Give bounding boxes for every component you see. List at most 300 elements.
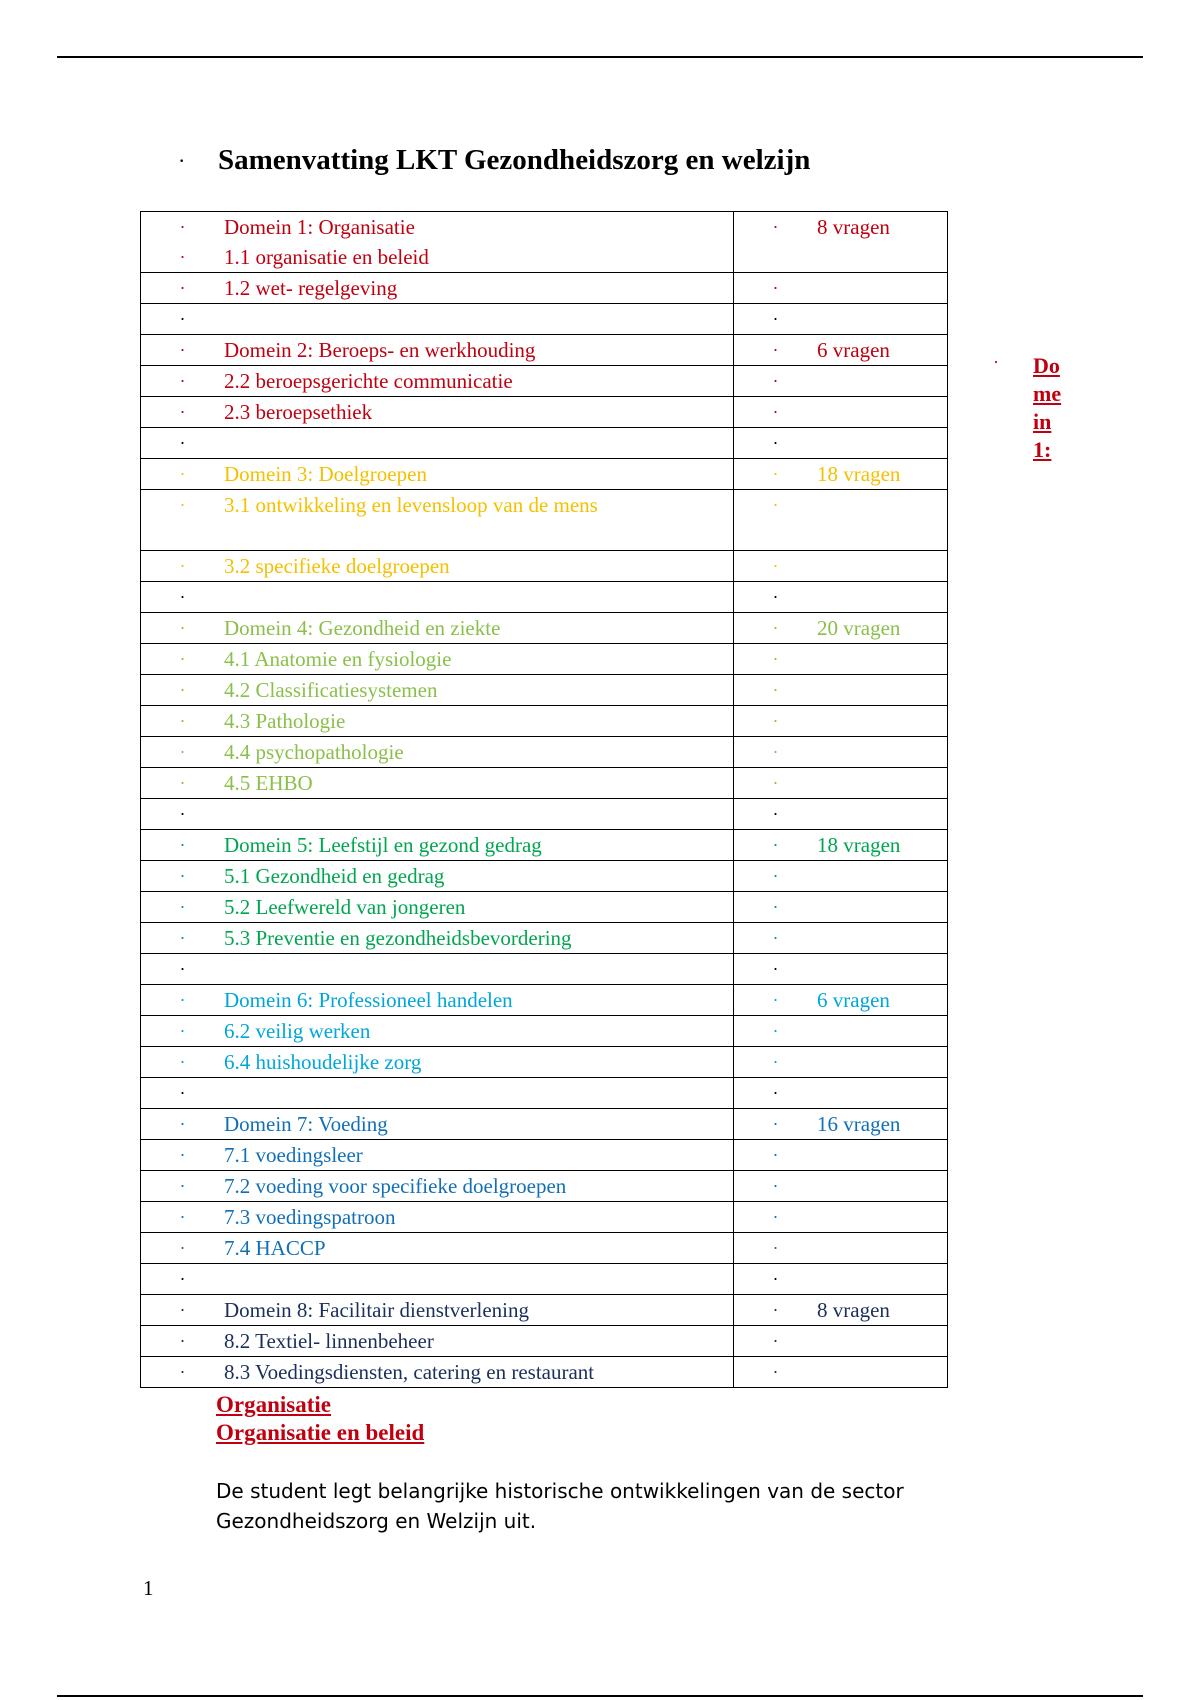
list-item <box>141 551 733 581</box>
list-item <box>734 1016 947 1046</box>
question-count: 8 vragen <box>817 214 890 239</box>
list-item <box>141 1171 733 1201</box>
side-heading <box>993 352 1063 464</box>
list-item <box>734 1047 947 1077</box>
topic-cell <box>141 1233 734 1264</box>
bullet-icon: · <box>772 216 779 237</box>
table-row <box>141 1326 948 1357</box>
page-number: 1 <box>143 1576 154 1600</box>
list-item <box>141 799 733 829</box>
table-row <box>141 1016 948 1047</box>
topic-text: Domein 6: Professioneel handelen <box>224 987 513 1012</box>
question-count-cell <box>734 799 948 830</box>
list-item <box>734 273 947 303</box>
list-item <box>734 1295 947 1325</box>
topic-text: Domein 1: Organisatie <box>224 214 415 239</box>
side-heading-text: Domein 1: <box>1033 353 1062 462</box>
bullet-icon: · <box>179 617 186 638</box>
bullet-icon: · <box>179 246 186 267</box>
table-row <box>141 737 948 768</box>
list-item <box>734 954 947 984</box>
bullet-icon: · <box>179 216 186 237</box>
list-item <box>141 459 733 489</box>
title-row <box>178 144 810 177</box>
table-row <box>141 861 948 892</box>
list-item <box>734 1233 947 1263</box>
topic-cell <box>141 1202 734 1233</box>
list-item <box>141 582 733 612</box>
list-item <box>141 706 733 736</box>
topic-cell <box>141 1264 734 1295</box>
table-row <box>141 335 948 366</box>
bullet-icon: · <box>772 1299 779 1320</box>
list-item <box>141 830 733 860</box>
question-count: 20 vragen <box>817 615 901 640</box>
list-item <box>734 861 947 891</box>
table-row <box>141 1140 948 1171</box>
bullet-icon: · <box>179 1299 186 1320</box>
bullet-icon: · <box>179 1330 186 1351</box>
topic-cell <box>141 428 734 459</box>
table-row <box>141 1295 948 1326</box>
bullet-icon: · <box>179 1268 186 1289</box>
question-count-cell <box>734 985 948 1016</box>
topic-cell <box>141 706 734 737</box>
bullet-icon: · <box>179 555 186 576</box>
bullet-icon: · <box>179 896 186 917</box>
table-row <box>141 304 948 335</box>
bullet-icon: · <box>772 277 779 298</box>
topic-text: 3.2 specifieke doelgroepen <box>224 553 450 578</box>
bullet-icon: · <box>179 1082 186 1103</box>
bullet-icon: · <box>772 1361 779 1382</box>
list-item <box>734 1264 947 1294</box>
list-item <box>141 954 733 984</box>
list-item <box>734 706 947 736</box>
list-item <box>141 861 733 891</box>
bullet-icon: · <box>179 648 186 669</box>
question-count-cell <box>734 1171 948 1202</box>
question-count-cell <box>734 551 948 582</box>
question-count-cell <box>734 1140 948 1171</box>
section-heading: Organisatie <box>216 1392 331 1417</box>
list-item <box>734 582 947 612</box>
question-count-cell <box>734 1109 948 1140</box>
list-item <box>141 923 733 953</box>
topic-cell <box>141 1326 734 1357</box>
question-count: 16 vragen <box>817 1111 901 1136</box>
topic-cell <box>141 675 734 706</box>
domain-overview-table <box>140 211 948 1388</box>
list-item <box>141 273 733 303</box>
bullet-icon: · <box>772 432 779 453</box>
list-item <box>734 1357 947 1387</box>
table-row <box>141 428 948 459</box>
topic-text: Domein 7: Voeding <box>224 1111 388 1136</box>
table-row <box>141 1357 948 1388</box>
list-item <box>141 242 733 272</box>
list-item <box>734 675 947 705</box>
topic-text: Domein 2: Beroeps- en werkhouding <box>224 337 536 362</box>
topic-text: 2.2 beroepsgerichte communicatie <box>224 368 513 393</box>
bullet-icon: · <box>772 865 779 886</box>
topic-cell <box>141 459 734 490</box>
body-paragraph: De student legt belangrijke historische ontwikkelingen van de sector Gezondheidszorg en Welzijn uit. <box>216 1479 904 1533</box>
question-count-cell <box>734 366 948 397</box>
bullet-icon: · <box>179 679 186 700</box>
list-item <box>734 892 947 922</box>
question-count: 6 vragen <box>817 987 890 1012</box>
table-row <box>141 675 948 706</box>
table-row <box>141 273 948 304</box>
bullet-icon: · <box>179 1144 186 1165</box>
question-count-cell <box>734 768 948 799</box>
topic-cell <box>141 1016 734 1047</box>
list-item <box>734 335 947 365</box>
list-item <box>734 1171 947 1201</box>
bullet-icon: · <box>772 1206 779 1227</box>
topic-cell <box>141 892 734 923</box>
topic-cell <box>141 830 734 861</box>
topic-text: 4.2 Classificatiesystemen <box>224 677 438 702</box>
topic-cell <box>141 737 734 768</box>
question-count-cell <box>734 923 948 954</box>
question-count-cell <box>734 706 948 737</box>
topic-text: 4.3 Pathologie <box>224 708 346 733</box>
list-item <box>734 644 947 674</box>
list-item <box>141 1202 733 1232</box>
bullet-icon: · <box>179 803 186 824</box>
list-item <box>141 985 733 1015</box>
topic-text: 8.2 Textiel- linnenbeheer <box>224 1328 434 1353</box>
topic-text: Domein 8: Facilitair dienstverlening <box>224 1297 530 1322</box>
list-item <box>734 1078 947 1108</box>
list-item <box>141 1140 733 1170</box>
topic-text: 8.3 Voedingsdiensten, catering en restaurant <box>224 1359 595 1384</box>
list-item <box>141 1047 733 1077</box>
list-item <box>141 335 733 365</box>
topic-text: 2.3 beroepsethiek <box>224 399 373 424</box>
bullet-icon: · <box>772 741 779 762</box>
question-count-cell <box>734 737 948 768</box>
table-row <box>141 582 948 613</box>
list-item <box>734 799 947 829</box>
question-count-cell <box>734 1078 948 1109</box>
bullet-icon: · <box>772 1175 779 1196</box>
bullet-icon: · <box>772 555 779 576</box>
question-count-cell <box>734 1326 948 1357</box>
bullet-icon: · <box>179 1175 186 1196</box>
bullet-icon: · <box>772 1020 779 1041</box>
table-row <box>141 954 948 985</box>
question-count: 18 vragen <box>817 461 901 486</box>
topic-text: 4.1 Anatomie en fysiologie <box>224 646 452 671</box>
topic-text: 7.2 voeding voor specifieke doelgroepen <box>224 1173 567 1198</box>
topic-cell <box>141 397 734 428</box>
topic-cell <box>141 644 734 675</box>
bullet-icon: · <box>772 586 779 607</box>
table-row <box>141 1078 948 1109</box>
bullet-icon: · <box>179 989 186 1010</box>
list-item <box>141 644 733 674</box>
question-count-cell <box>734 1357 948 1388</box>
topic-text: 6.2 veilig werken <box>224 1018 371 1043</box>
bullet-icon: · <box>179 432 186 453</box>
bullet-icon: · <box>772 463 779 484</box>
table-row <box>141 366 948 397</box>
subsection-heading: Organisatie en beleid <box>216 1420 425 1445</box>
table-row <box>141 212 948 273</box>
topic-cell <box>141 1357 734 1388</box>
list-item <box>141 768 733 798</box>
question-count-cell <box>734 644 948 675</box>
topic-cell <box>141 490 734 551</box>
table-row <box>141 799 948 830</box>
bullet-icon: · <box>772 834 779 855</box>
bullet-icon: · <box>772 1268 779 1289</box>
list-item <box>734 304 947 334</box>
topic-text: Domein 4: Gezondheid en ziekte <box>224 615 501 640</box>
topic-cell <box>141 923 734 954</box>
side-bullet: · <box>993 352 999 372</box>
list-item <box>734 551 947 581</box>
topic-text: 7.3 voedingspatroon <box>224 1204 396 1229</box>
question-count-cell <box>734 1295 948 1326</box>
list-item <box>734 830 947 860</box>
bullet-icon: · <box>179 401 186 422</box>
table-row <box>141 1109 948 1140</box>
bullet-icon: · <box>772 494 779 515</box>
table-row <box>141 892 948 923</box>
bullet-icon: · <box>772 308 779 329</box>
table-row <box>141 613 948 644</box>
topic-cell <box>141 335 734 366</box>
footer-rule <box>57 1695 1143 1697</box>
question-count-cell <box>734 212 948 273</box>
table-row <box>141 1233 948 1264</box>
topic-text: 1.2 wet- regelgeving <box>224 275 398 300</box>
list-item <box>141 1264 733 1294</box>
topic-text: Domein 3: Doelgroepen <box>224 461 427 486</box>
table-row <box>141 397 948 428</box>
bullet-icon: · <box>179 772 186 793</box>
question-count-cell <box>734 830 948 861</box>
list-item <box>734 985 947 1015</box>
list-item <box>141 520 733 550</box>
question-count-cell <box>734 459 948 490</box>
topic-cell <box>141 861 734 892</box>
table-row <box>141 1171 948 1202</box>
topic-text: 5.3 Preventie en gezondheidsbevordering <box>224 925 572 950</box>
list-item <box>141 1016 733 1046</box>
list-item <box>734 459 947 489</box>
list-item <box>141 1233 733 1263</box>
bullet-icon: · <box>772 772 779 793</box>
list-item <box>734 768 947 798</box>
question-count-cell <box>734 1202 948 1233</box>
table-row <box>141 768 948 799</box>
topic-cell <box>141 1078 734 1109</box>
bullet-icon: · <box>179 834 186 855</box>
bullet-icon: · <box>772 1051 779 1072</box>
table-row <box>141 644 948 675</box>
bullet-icon: · <box>772 370 779 391</box>
table-row <box>141 923 948 954</box>
topic-cell <box>141 582 734 613</box>
list-item <box>141 737 733 767</box>
list-item <box>141 1078 733 1108</box>
bullet-icon: · <box>772 339 779 360</box>
topic-text: 7.1 voedingsleer <box>224 1142 363 1167</box>
bullet-icon: · <box>179 958 186 979</box>
bullet-icon: · <box>772 1237 779 1258</box>
bullet-icon: · <box>179 741 186 762</box>
bullet-icon: · <box>179 370 186 391</box>
bullet-icon: · <box>772 803 779 824</box>
question-count-cell <box>734 1047 948 1078</box>
list-item <box>141 212 733 242</box>
list-item <box>734 366 947 396</box>
bullet-icon: · <box>179 710 186 731</box>
bullet-icon: · <box>772 710 779 731</box>
list-item <box>141 892 733 922</box>
question-count-cell <box>734 675 948 706</box>
topic-cell <box>141 212 734 273</box>
question-count-cell <box>734 490 948 551</box>
bullet-icon: · <box>772 648 779 669</box>
title-bullet: · <box>178 147 186 173</box>
topic-text: 7.4 HACCP <box>224 1235 326 1260</box>
list-item <box>734 1326 947 1356</box>
question-count: 18 vragen <box>817 832 901 857</box>
question-count-cell <box>734 613 948 644</box>
question-count-cell <box>734 335 948 366</box>
table-row <box>141 985 948 1016</box>
table-row <box>141 459 948 490</box>
bullet-icon: · <box>179 1237 186 1258</box>
list-item <box>141 1357 733 1387</box>
topic-text: 4.5 EHBO <box>224 770 313 795</box>
table-row <box>141 830 948 861</box>
list-item <box>734 212 947 242</box>
list-item <box>734 1109 947 1139</box>
topic-cell <box>141 1171 734 1202</box>
page-title: Samenvatting LKT Gezondheidszorg en welzijn <box>218 144 811 176</box>
topic-cell <box>141 985 734 1016</box>
list-item <box>141 366 733 396</box>
table-row <box>141 490 948 551</box>
question-count-cell <box>734 1016 948 1047</box>
list-item <box>734 1202 947 1232</box>
bullet-icon: · <box>179 463 186 484</box>
topic-cell <box>141 273 734 304</box>
question-count-cell <box>734 1264 948 1295</box>
topic-cell <box>141 954 734 985</box>
bullet-icon: · <box>772 1144 779 1165</box>
question-count-cell <box>734 892 948 923</box>
topic-cell <box>141 613 734 644</box>
topic-text: 3.1 ontwikkeling en levensloop van de mens <box>224 492 598 517</box>
list-item <box>734 1140 947 1170</box>
topic-cell <box>141 366 734 397</box>
list-item <box>734 923 947 953</box>
bullet-icon: · <box>179 865 186 886</box>
bullet-icon: · <box>179 494 186 515</box>
bullet-icon: · <box>179 1113 186 1134</box>
list-item <box>734 490 947 520</box>
table-row <box>141 706 948 737</box>
bullet-icon: · <box>179 1206 186 1227</box>
topic-text: 1.1 organisatie en beleid <box>224 244 429 269</box>
question-count-cell <box>734 273 948 304</box>
list-item <box>141 1326 733 1356</box>
bullet-icon: · <box>772 617 779 638</box>
topic-cell <box>141 551 734 582</box>
bullet-icon: · <box>179 1051 186 1072</box>
list-item <box>734 397 947 427</box>
bullet-icon: · <box>179 339 186 360</box>
bullet-icon: · <box>772 958 779 979</box>
list-item <box>141 613 733 643</box>
topic-text: 4.4 psychopathologie <box>224 739 404 764</box>
bullet-icon: · <box>179 1361 186 1382</box>
bullet-icon: · <box>179 1020 186 1041</box>
header-rule <box>57 56 1143 58</box>
question-count-cell <box>734 304 948 335</box>
list-item <box>734 737 947 767</box>
topic-cell <box>141 768 734 799</box>
table-row <box>141 551 948 582</box>
bullet-icon: · <box>772 896 779 917</box>
list-item <box>141 1109 733 1139</box>
bullet-icon: · <box>179 277 186 298</box>
list-item <box>141 490 733 520</box>
list-item <box>734 428 947 458</box>
bullet-icon: · <box>179 927 186 948</box>
topic-text: Domein 5: Leefstijl en gezond gedrag <box>224 832 542 857</box>
bullet-icon: · <box>772 679 779 700</box>
table-row <box>141 1264 948 1295</box>
question-count-cell <box>734 582 948 613</box>
list-item <box>141 304 733 334</box>
table-row <box>141 1047 948 1078</box>
topic-cell <box>141 1109 734 1140</box>
list-item <box>141 397 733 427</box>
question-count: 6 vragen <box>817 337 890 362</box>
topic-cell <box>141 304 734 335</box>
topic-text: 6.4 huishoudelijke zorg <box>224 1049 422 1074</box>
question-count-cell <box>734 397 948 428</box>
list-item <box>734 613 947 643</box>
bullet-icon: · <box>772 927 779 948</box>
bullet-icon: · <box>772 1082 779 1103</box>
topic-cell <box>141 1047 734 1078</box>
list-item <box>141 675 733 705</box>
question-count-cell <box>734 954 948 985</box>
bullet-icon: · <box>772 1330 779 1351</box>
bullet-icon: · <box>772 401 779 422</box>
topic-cell <box>141 1140 734 1171</box>
topic-cell <box>141 1295 734 1326</box>
list-item <box>141 428 733 458</box>
topic-text: 5.2 Leefwereld van jongeren <box>224 894 466 919</box>
topic-cell <box>141 799 734 830</box>
question-count-cell <box>734 1233 948 1264</box>
question-count-cell <box>734 861 948 892</box>
question-count-cell <box>734 428 948 459</box>
topic-text: 5.1 Gezondheid en gedrag <box>224 863 445 888</box>
bullet-icon: · <box>179 586 186 607</box>
